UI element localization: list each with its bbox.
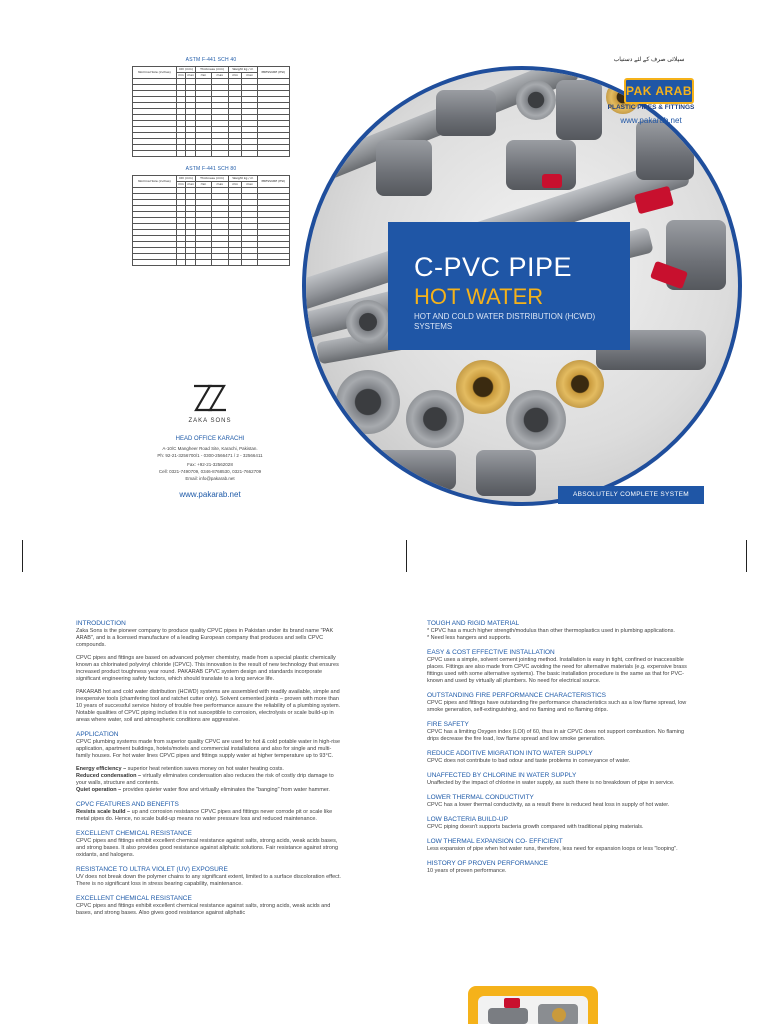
- table-cell: [257, 151, 289, 157]
- table-cell: [176, 151, 185, 157]
- quiet-operation-line: Quiet operation – provides quieter water flow and virtually eliminates the "banging" from water hammer.: [76, 787, 330, 793]
- hero-title-box: [388, 222, 630, 350]
- pak-arab-logo: [624, 78, 694, 104]
- fire-safety-paragraph: CPVC has a limiting Oxygen index (LOI) of 60, thus in air CPVC does not support combustion. No flaming drips decrease the fire load, low flame spread and low smoke generation.: [427, 729, 685, 742]
- table-header-cell: OD (mm): [176, 176, 195, 182]
- table-subheader-cell: max: [187, 73, 194, 77]
- installation-paragraph: CPVC uses a simple, solvent cement jointing method. Installation is easy in tight, confined or inaccessible places. Fittings are also made from CPVC avoiding the need for alternative materials (e.g. expensive brass fittings used with some alternative systems). The basic installation procedure is the same as that for PVC-known and used by virtually all plumbers. No need for electrical source.: [427, 657, 687, 684]
- head-office-heading: HEAD OFFICE KARACHI: [175, 436, 245, 442]
- table-cell: [242, 151, 257, 157]
- section-heading-expansion: LOW THERMAL EXPANSION CO- EFFICIENT: [427, 838, 563, 845]
- bacteria-paragraph: CPVC piping doesn't supports bacteria growth compared with traditional piping materials.: [427, 824, 644, 830]
- table-cell: [211, 260, 228, 266]
- table-header-cell: Nominal Size (inches): [133, 67, 177, 79]
- sch80-table-title: ASTM F-441 SCH 80: [185, 166, 237, 172]
- complete-system-banner: ABSOLUTELY COMPLETE SYSTEM: [558, 486, 704, 504]
- section-heading-tough: TOUGH AND RIGID MATERIAL: [427, 620, 520, 627]
- section-heading-uv: RESISTANCE TO ULTRA VIOLET (UV) EXPOSURE: [76, 866, 228, 873]
- logo-text: PAK ARAB: [626, 84, 692, 98]
- urdu-tagline: سپلائی صرف کے لئے دستیاب: [613, 57, 685, 63]
- section-heading-chemical-resistance-2: EXCELLENT CHEMICAL RESISTANCE: [76, 895, 192, 902]
- table-subheader-cell: min: [178, 182, 184, 186]
- table-subheader-cell: min: [196, 182, 211, 188]
- valve-product-photo: [468, 986, 598, 1024]
- table-row: [133, 260, 290, 266]
- sch80-spec-table: [132, 175, 290, 266]
- migration-paragraph: CPVC does not contribute to bad odour and taste problems in conveyance of water.: [427, 758, 631, 764]
- crop-mark: [746, 540, 747, 572]
- chemical-resistance-paragraph-2: CPVC pipes and fittings exhibit excellent chemical resistance against salts, strong acids, weak acids and bases, and strong bases. Also gives good resistance against aliphatic: [76, 903, 331, 916]
- table-cell: [176, 260, 185, 266]
- history-paragraph: 10 years of proven performance.: [427, 868, 507, 874]
- table-subheader-cell: max: [187, 182, 194, 186]
- section-heading-installation: EASY & COST EFFECTIVE INSTALLATION: [427, 649, 555, 656]
- table-cell: [133, 151, 177, 157]
- table-cell: [228, 260, 241, 266]
- chemical-resistance-paragraph: CPVC pipes and fittings exhibit excellent chemical resistance against salts, strong acids, weak acids bases, and strong bases. It also provides good resistance against aliphatic solutions. Fair resistance against strong oxidants, and halogens.: [76, 838, 339, 858]
- table-header-cell: Nominal Size (inches): [133, 176, 177, 188]
- section-heading-features: CPVC FEATURES AND BENEFITS: [76, 801, 179, 808]
- thermal-paragraph: CPVC has a lower thermal conductivity, as a result there is reduced heat loss in supply of hot water.: [427, 802, 670, 808]
- website-link[interactable]: www.pakarab.net: [620, 116, 682, 125]
- table-cell: [185, 260, 195, 266]
- section-heading-history: HISTORY OF PROVEN PERFORMANCE: [427, 860, 548, 867]
- hero-title: C-PVC PIPE: [414, 252, 573, 282]
- contact-address: A-10/C Mangheer Road Site, Karachi, Pakistan.: [162, 446, 258, 451]
- hero-subtitle-hot-water: HOT WATER: [414, 284, 544, 309]
- section-heading-application: APPLICATION: [76, 731, 119, 738]
- table-row: [133, 151, 290, 157]
- table-cell: [196, 260, 211, 266]
- table-subheader-cell: max: [242, 73, 257, 79]
- features-paragraph: Resists scale build – up and corrosion resistance CPVC pipes and fittings never corrode pit or scale like metal pipes do. Hence, no scale build-up means no water pressure loss and reduced maintenance.: [76, 809, 333, 822]
- table-header-cell: Weight kg / m: [228, 176, 257, 182]
- uv-paragraph: UV does not break down the polymer chains to any significant extent, limited to a surface discoloration effect. There is no significant loss in stress bearing capability, maintenance.: [76, 874, 341, 887]
- table-subheader-cell: max: [211, 182, 228, 188]
- table-header-cell: PRESSURE (PSI): [257, 67, 289, 79]
- reduced-condensation-line: Reduced condensation – virtually eliminates condensation also reduces the risk of costly drip damage to your walls, structure and contents.: [76, 773, 334, 786]
- tough-line-1: * CPVC has a much higher strength/modulus than other thermoplastics used in plumbing applications.: [427, 628, 675, 634]
- section-heading-fire-safety: FIRE SAFETY: [427, 721, 469, 728]
- sch40-spec-table: [132, 66, 290, 157]
- table-cell: [185, 151, 195, 157]
- table-subheader-cell: max: [242, 182, 257, 188]
- hero-description: HOT AND COLD WATER DISTRIBUTION (HCWD) SYSTEMS: [414, 312, 596, 331]
- table-subheader-cell: min: [228, 182, 241, 188]
- table-cell: [196, 151, 211, 157]
- table-cell: [228, 151, 241, 157]
- contact-email[interactable]: Email: info@pakarab.net: [185, 476, 235, 481]
- table-header-cell: Thickness (mm): [196, 176, 229, 182]
- fire-performance-paragraph: CPVC pipes and fittings have outstanding fire performance characteristics such as a low flame spread, low smoke generation, self-extinguishing, and no flaming and no flaming drips.: [427, 700, 687, 713]
- table-subheader-cell: min: [178, 73, 184, 77]
- section-heading-migration: REDUCE ADDITIVE MIGRATION INTO WATER SUPPLY: [427, 750, 593, 757]
- chlorine-paragraph: Unaffected by the impact of chlorine in water supply, as such there is no breakdown of pipe in service.: [427, 780, 675, 786]
- energy-efficiency-line: Energy efficiency – superior heat retention saves money on hot water heating costs.: [76, 766, 284, 772]
- table-subheader-cell: max: [211, 73, 228, 79]
- crop-mark: [406, 540, 407, 572]
- section-heading-thermal: LOWER THERMAL CONDUCTIVITY: [427, 794, 534, 801]
- table-header-cell: OD (mm): [176, 67, 195, 73]
- table-cell: [133, 260, 177, 266]
- table-cell: [257, 260, 289, 266]
- crop-mark: [22, 540, 23, 572]
- intro-paragraph-2: CPVC pipes and fittings are based on advanced polymer chemistry, made from a special plastic chemically known as chlorinated polyvinyl chloride (CPVC). This innovation is the result of new technology that ensures increased product toughness year round. PAKARAB CPVC system design and standards incorporate significant engineering safety factors, which should translate to a long service life.: [76, 655, 339, 682]
- contact-cell: Cell: 0321-7490709, 0346-8768530, 0321-7662709: [158, 469, 262, 474]
- table-subheader-cell: min: [228, 73, 241, 79]
- table-cell: [242, 260, 257, 266]
- sch40-table-title: ASTM F-441 SCH 40: [185, 57, 237, 63]
- zaka-sons-logo-icon: [190, 382, 230, 414]
- table-header-cell: Thickness (mm): [196, 67, 229, 73]
- table-header-cell: PRESSURE (PSI): [257, 176, 289, 188]
- contact-phone: Ph: 92-21-3256700/1 - 0300-2566471 / 2 - 32566411: [157, 453, 263, 458]
- company-name: ZAKA SONS: [188, 418, 232, 424]
- section-heading-chlorine: UNAFFECTED BY CHLORINE IN WATER SUPPLY: [427, 772, 577, 779]
- application-paragraph: CPVC plumbing systems made from superior quality CPVC are used for hot & cold potable water in high-rise application, apartment buildings, hotels/motels and commercial installations and also for single and multi-family houses. For hot water lines CPVC pipes and fittings supply water at higher temperature up to 93°C.: [76, 739, 341, 759]
- expansion-paragraph: Less expansion of pipe when hot water runs, therefore, less need for expansion loops or less "looping".: [427, 846, 678, 852]
- website-link-left[interactable]: www.pakarab.net: [179, 490, 241, 499]
- section-heading-chemical-resistance: EXCELLENT CHEMICAL RESISTANCE: [76, 830, 192, 837]
- table-subheader-cell: min: [196, 73, 211, 79]
- section-heading-introduction: INTRODUCTION: [76, 620, 126, 627]
- table-header-cell: Weight kg / m: [228, 67, 257, 73]
- intro-paragraph-1: Zaka Sons is the pioneer company to produce quality CPVC pipes in Pakistan under its brand name "PAK ARAB", and is a licensed manufacture of a leading European company that produces and sells CPVC compounds.: [76, 628, 334, 648]
- section-heading-fire-performance: OUTSTANDING FIRE PERFORMANCE CHARACTERISTICS: [427, 692, 607, 699]
- section-heading-bacteria: LOW BACTERIA BUILD-UP: [427, 816, 508, 823]
- left-text-column: [76, 619, 342, 917]
- right-text-column: [427, 619, 695, 875]
- intro-paragraph-3: PAKARAB hot and cold water distribution (HCWD) systems are assembled with readily available, simple and inexpensive tools (chamfering tool and ratchet cutter only). Solvent cemented joints – proven with more than 10 years of successful service history of trouble free performance assure the reliability of a plumbing system. Notable qualities of CPVC piping includes it is not susceptible to corrosion, electrolysis or scale build-up in areas where water, soil and atmospheric conditions are aggressive.: [76, 689, 341, 723]
- table-cell: [211, 151, 228, 157]
- tough-line-2: * Need less hangers and supports.: [427, 635, 512, 641]
- contact-fax: Fax: +92-21-32562028: [187, 462, 233, 467]
- logo-subtitle: PLASTIC PIPES & FITTINGS: [607, 104, 695, 111]
